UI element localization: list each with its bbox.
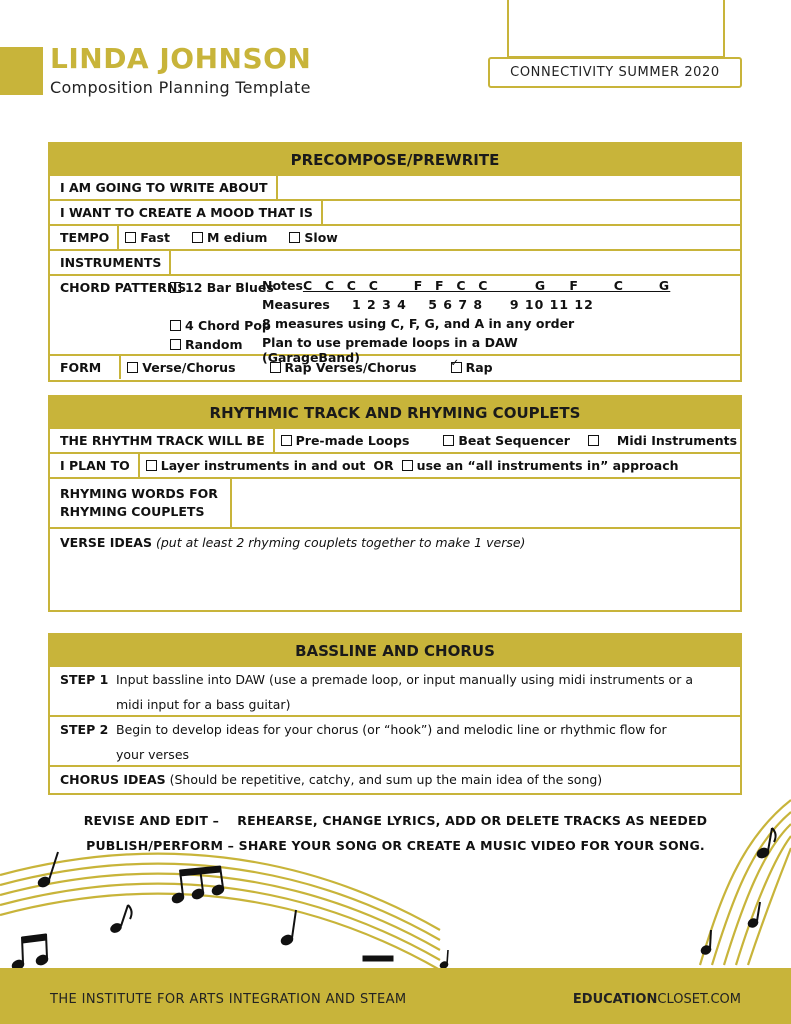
mood-field[interactable] — [323, 201, 740, 224]
plan-row — [50, 452, 740, 477]
step2-row — [50, 715, 740, 765]
checkbox-icon[interactable] — [170, 320, 181, 331]
chord-random-option[interactable]: Random — [170, 335, 240, 354]
write-about-row — [50, 174, 740, 199]
plan-label: I PLAN TO — [50, 454, 140, 477]
checkbox-icon[interactable] — [289, 232, 300, 243]
precompose-section — [48, 142, 742, 382]
mood-row — [50, 199, 740, 224]
rhythm-track-label: THE RHYTHM TRACK WILL BE — [50, 429, 275, 452]
header-accent-bar — [0, 47, 43, 95]
checkbox-icon[interactable] — [281, 435, 292, 446]
write-about-label: I AM GOING TO WRITE ABOUT — [50, 176, 278, 199]
revise-line: REVISE AND EDIT – REHEARSE, CHANGE LYRICS, ADD OR DELETE TRACKS AS NEEDED — [83, 813, 708, 828]
step1-text: Input bassline into DAW (use a premade loop, or input manually using midi instruments or a midi input for a bass guitar) — [116, 672, 693, 712]
plan-layer-option[interactable]: Layer instruments in and out — [146, 458, 366, 473]
tempo-slow-option[interactable]: Slow — [289, 230, 337, 245]
verse-ideas-note: (put at least 2 rhyming couplets together to make 1 verse) — [155, 535, 526, 550]
publish-line: PUBLISH/PERFORM – SHARE YOUR SONG OR CREATE A MUSIC VIDEO FOR YOUR SONG. — [86, 838, 705, 853]
chord-patterns-label: CHORD PATTERNS — [60, 280, 187, 295]
step2-key: STEP 2 — [60, 722, 109, 737]
checkbox-icon[interactable] — [192, 232, 203, 243]
form-rap-verses-option[interactable]: Rap Verses/Chorus — [270, 360, 417, 375]
notes-value: C C C C F F C C G F C G — [302, 278, 671, 293]
tempo-row — [50, 224, 740, 249]
rhythmic-section — [48, 395, 742, 612]
checkbox-icon[interactable] — [588, 435, 599, 446]
photo-frame — [507, 0, 725, 58]
measures-label: Measures — [262, 297, 330, 312]
step1-key: STEP 1 — [60, 672, 109, 687]
tempo-medium-option[interactable]: M edium — [192, 230, 267, 245]
precompose-title: PRECOMPOSE/PREWRITE — [50, 144, 740, 174]
chord-4pop-description: 8 measures using C, F, G, and A in any order — [262, 316, 575, 331]
track-loops-option[interactable]: Pre-made Loops — [281, 433, 410, 448]
verse-ideas-label: VERSE IDEAS — [60, 535, 152, 550]
form-rap-option[interactable]: ✓ Rap — [451, 360, 493, 375]
rhyming-label: RHYMING WORDS FOR RHYMING COUPLETS — [50, 479, 232, 527]
student-name: LINDA JOHNSON — [50, 42, 312, 75]
rhythm-track-row — [50, 427, 740, 452]
plan-all-in-option[interactable]: use an “all instruments in” approach — [402, 458, 679, 473]
tempo-label: TEMPO — [50, 226, 119, 249]
checkbox-icon[interactable] — [170, 339, 181, 350]
chord-4pop-option[interactable]: 4 Chord Pop — [170, 316, 240, 335]
music-notes-decoration — [0, 780, 791, 980]
checkbox-icon[interactable] — [170, 282, 181, 293]
chord-patterns-row — [50, 274, 740, 365]
form-verse-chorus-option[interactable]: Verse/Chorus — [127, 360, 235, 375]
step2-text: Begin to develop ideas for your chorus (or “hook”) and melodic line or rhythmic flow for your verses — [116, 722, 667, 762]
form-label: FORM — [50, 356, 121, 379]
measures-value: 1 2 3 4 5 6 7 8 9 10 11 12 — [352, 297, 594, 312]
chord-random-description: Plan to use premade loops in a DAW (GarageBand) — [262, 335, 518, 365]
instruments-field[interactable] — [171, 251, 740, 274]
checkbox-icon[interactable] — [125, 232, 136, 243]
mood-label: I WANT TO CREATE A MOOD THAT IS — [50, 201, 323, 224]
checkbox-icon[interactable] — [270, 362, 281, 373]
checked-checkbox-icon[interactable] — [451, 362, 462, 373]
track-sequencer-option[interactable]: Beat Sequencer — [443, 433, 570, 448]
chord-patterns-grid — [50, 276, 671, 365]
notes-label: Notes — [262, 278, 303, 293]
bassline-title: BASSLINE AND CHORUS — [50, 635, 740, 665]
checkbox-icon[interactable] — [443, 435, 454, 446]
instruments-label: INSTRUMENTS — [50, 251, 171, 274]
bassline-section — [48, 633, 742, 795]
write-about-field[interactable] — [278, 176, 740, 199]
program-label: CONNECTIVITY SUMMER 2020 — [488, 57, 742, 88]
footer-organization: THE INSTITUTE FOR ARTS INTEGRATION AND STEAM — [50, 992, 407, 1007]
document-subtitle: Composition Planning Template — [50, 78, 311, 97]
checkbox-icon[interactable] — [402, 460, 413, 471]
chorus-ideas-label: CHORUS IDEAS — [60, 771, 166, 787]
rhyming-row — [50, 477, 740, 527]
checkbox-icon[interactable] — [127, 362, 138, 373]
rhythmic-title: RHYTHMIC TRACK AND RHYMING COUPLETS — [50, 397, 740, 427]
track-midi-option[interactable]: Midi Instruments — [588, 433, 737, 448]
tempo-fast-option[interactable]: Fast — [125, 230, 170, 245]
form-row — [50, 354, 740, 379]
checkbox-icon[interactable] — [146, 460, 157, 471]
step1-row — [50, 665, 740, 715]
plan-or-text: OR — [373, 458, 394, 473]
verse-ideas-row[interactable] — [50, 527, 740, 610]
rhyming-field[interactable] — [232, 479, 740, 527]
chorus-ideas-note: (Should be repetitive, catchy, and sum up the main idea of the song) — [169, 771, 603, 787]
instruments-row — [50, 249, 740, 274]
footer-website[interactable]: EDUCATIONCLOSET.COM — [572, 992, 741, 1007]
chord-12bar-option[interactable]: 12 Bar Blues — [170, 278, 240, 297]
